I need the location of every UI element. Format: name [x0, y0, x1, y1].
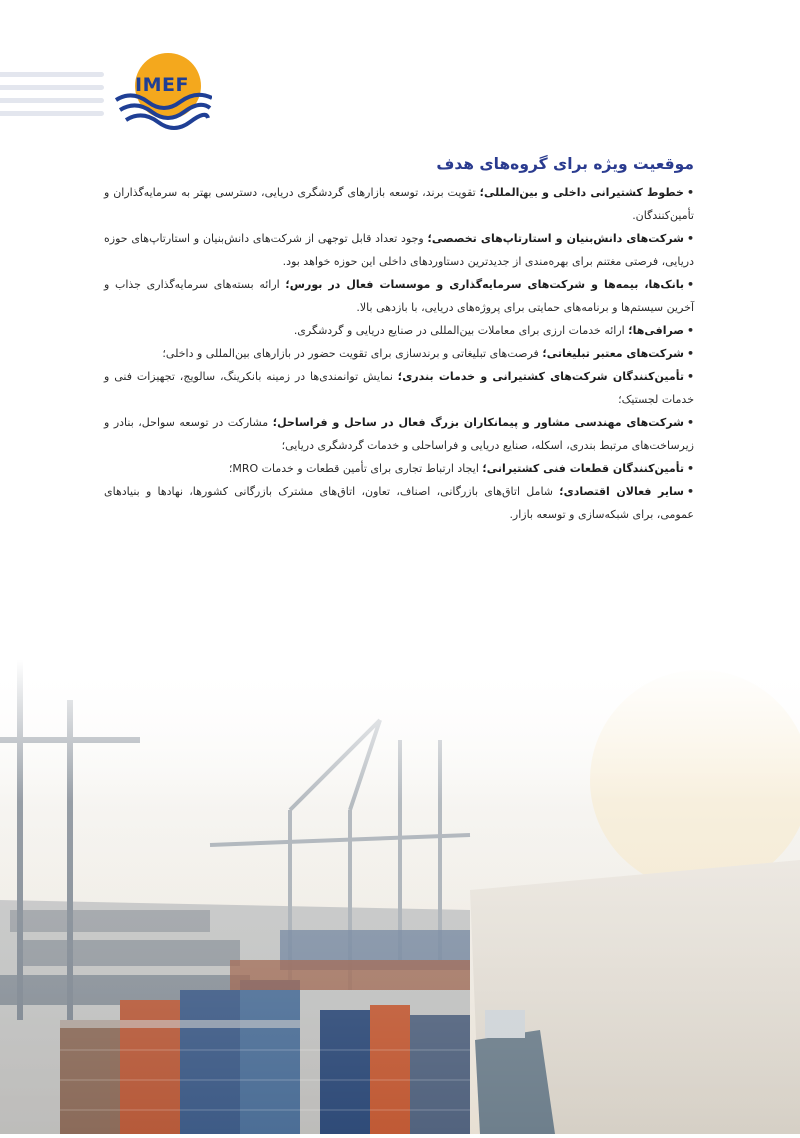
item-lead: خطوط کشتیرانی داخلی و بین‌المللی؛ [479, 186, 684, 199]
bullet: • [686, 370, 694, 383]
item-lead: شرکت‌های دانش‌بنیان و استارتاپ‌های تخصصی؛ [427, 232, 684, 245]
port-scene-graphic [0, 660, 800, 1134]
item-lead: تأمین‌کنندگان شرکت‌های کشتیرانی و خدمات بندری؛ [397, 370, 684, 383]
item-text: فرصت‌های تبلیغاتی و برندسازی برای تقویت حضور در بازارهای بین‌المللی و داخلی؛ [162, 347, 543, 360]
item-text: تقویت برند، توسعه بازارهای گردشگری دریایی، دسترسی بهتر به سرمایه‌گذاران و تأمین‌کنندگان. [104, 186, 694, 222]
item-text: وجود تعداد قابل توجهی از شرکت‌های دانش‌بنیان و استارتاپ‌های حوزه دریایی، فرصتی مغتنم برای بهره‌مندی از جدیدترین دستاوردهای داخلی این حوزه خواهد بود. [104, 232, 694, 268]
decorative-stripes [0, 72, 104, 124]
item-text: شامل اتاق‌های بازرگانی، اصناف، تعاون، اتاق‌های مشترک بازرگانی کشورها، نهادها و بنیادهای عمومی، برای شبکه‌سازی و توسعه بازار. [104, 485, 694, 521]
list-item [104, 365, 694, 411]
item-lead: شرکت‌های مهندسی مشاور و پیمانکاران بزرگ فعال در ساحل و فراساحل؛ [272, 416, 684, 429]
imef-logo [112, 50, 212, 134]
bullet: • [686, 462, 694, 475]
stripe [0, 72, 104, 77]
item-text: ارائه بسته‌های سرمایه‌گذاری جذاب و آخرین سیستم‌ها و برنامه‌های حمایتی برای پروژه‌های دریایی، با بازدهی بالا. [104, 278, 694, 314]
stripe [0, 98, 104, 103]
bullet: • [686, 324, 694, 337]
list-item [104, 319, 694, 342]
item-text: مشارکت در توسعه سواحل، بنادر و زیرساخت‌های مرتبط بندری، اسکله، صنایع دریایی و فراساحلی و خدمات گردشگری دریایی؛ [104, 416, 694, 452]
item-lead: تأمین‌کنندگان قطعات فنی کشتیرانی؛ [482, 462, 684, 475]
bullet: • [686, 232, 694, 245]
bullet: • [686, 278, 695, 291]
list-item [104, 457, 694, 480]
item-lead: سایر فعالان اقتصادی؛ [559, 485, 684, 498]
bullet: • [686, 347, 694, 360]
item-lead: بانک‌ها، بیمه‌ها و شرکت‌های سرمایه‌گذاری و موسسات فعال در بورس؛ [285, 278, 684, 291]
item-lead: شرکت‌های معتبر تبلیغاتی؛ [542, 347, 684, 360]
list-item [104, 273, 694, 319]
bullet: • [686, 485, 695, 498]
stripe [0, 111, 104, 116]
target-groups-section [104, 155, 694, 526]
harbor-port-illustration [0, 660, 800, 1134]
list-item [104, 480, 694, 526]
list-item [104, 342, 694, 365]
item-text: نمایش توانمندی‌ها در زمینه بانکرینگ، سالویج، تجهیزات فنی و خدمات لجستیک؛ [104, 370, 694, 406]
item-text: ایجاد ارتباط تجاری برای تأمین قطعات و خدمات MRO؛ [228, 462, 483, 475]
list-item [104, 181, 694, 227]
section-heading: موقعیت ویژه برای گروه‌های هدف [436, 155, 694, 173]
stripe [0, 85, 104, 90]
logo-text: IMEF [135, 74, 189, 96]
list-item [104, 227, 694, 273]
bullet: • [686, 416, 694, 429]
item-text: ارائه خدمات ارزی برای معاملات بین‌المللی در صنایع دریایی و گردشگری. [293, 324, 629, 337]
bullet: • [686, 186, 694, 199]
item-lead: صرافی‌ها؛ [628, 324, 684, 337]
list-item [104, 411, 694, 457]
